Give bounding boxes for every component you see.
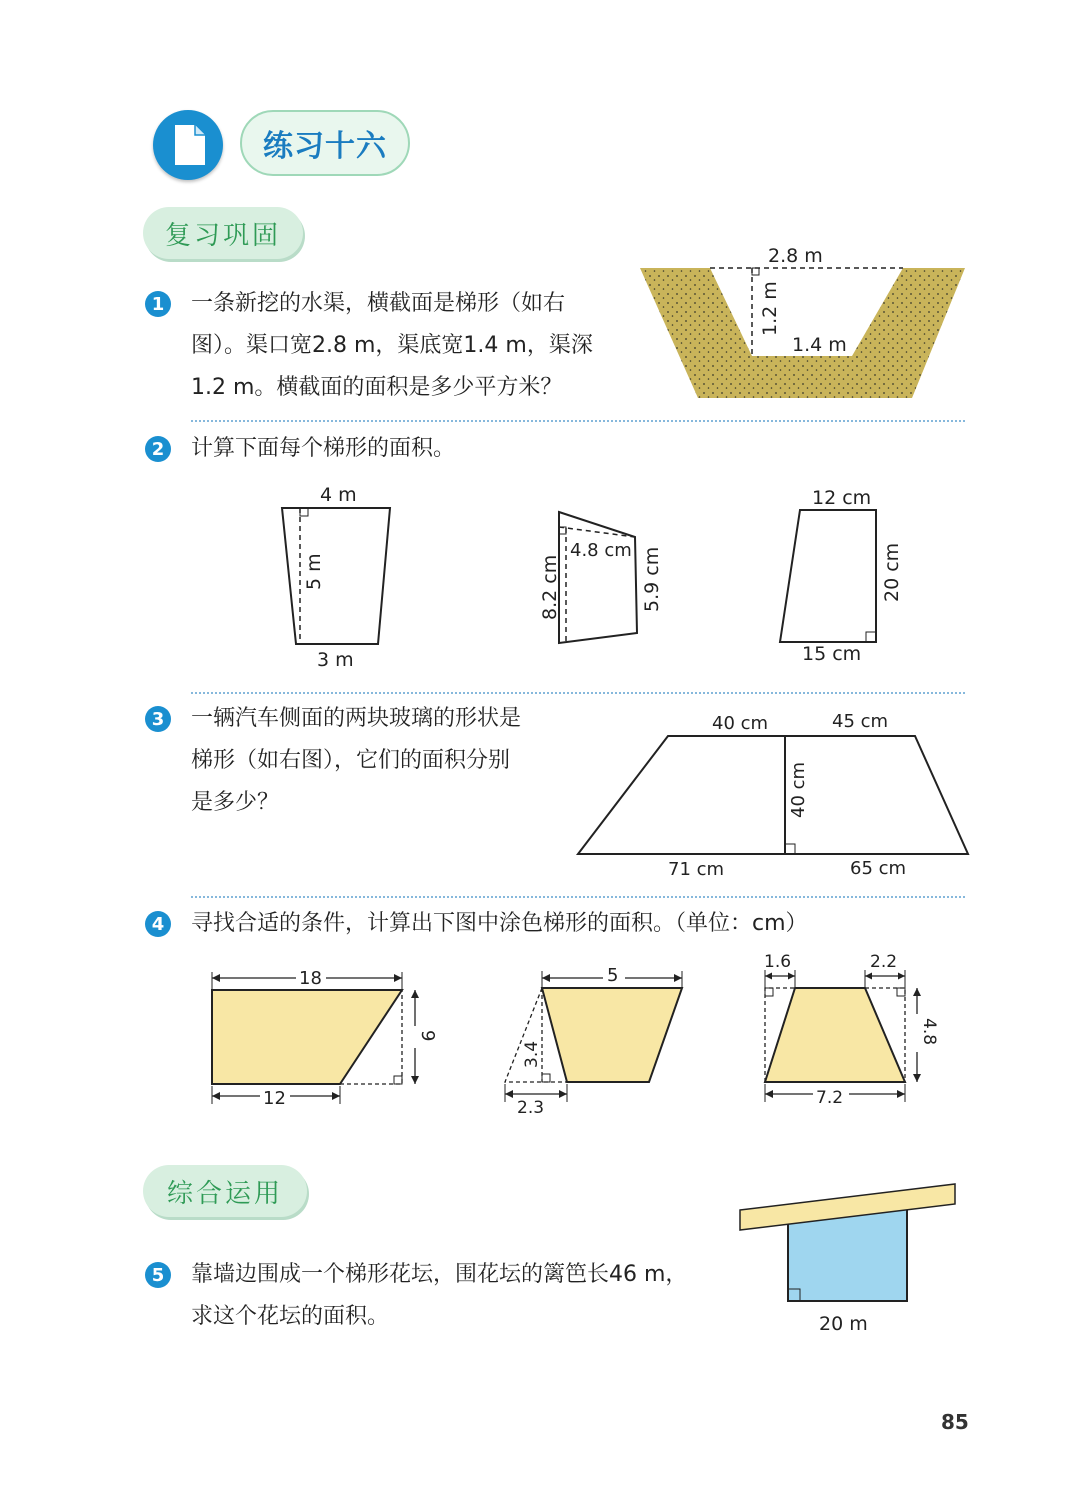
question-line: 靠墙边围成一个梯形花坛，围花坛的篱笆长46 m，	[191, 1262, 688, 1287]
question-line: 图）。渠口宽2.8 m，渠底宽1.4 m，渠深	[191, 333, 593, 358]
divider	[191, 896, 965, 898]
car-glass-figure	[570, 700, 975, 885]
t3-top-label: 12 cm	[812, 487, 872, 509]
s3-height-label: 4.8	[919, 1018, 939, 1046]
divider	[191, 420, 965, 422]
exercise-document-icon	[153, 110, 223, 180]
s3-bottom-label: 7.2	[816, 1088, 844, 1108]
question-line: 一辆汽车侧面的两块玻璃的形状是	[191, 706, 522, 731]
t2-left-label: 8.2 cm	[539, 554, 561, 620]
question-5-text	[191, 1254, 731, 1338]
shaded-trapezoid	[765, 988, 905, 1082]
s1-right-label: 9	[417, 1030, 438, 1042]
question-number: 3	[145, 706, 171, 732]
question-number: 2	[145, 436, 171, 462]
glass-bottom-right-label: 65 cm	[850, 858, 907, 879]
question-line: 求这个花坛的面积。	[191, 1304, 390, 1329]
question-3-text	[191, 698, 571, 824]
s3-left-label: 1.6	[764, 952, 792, 972]
trapezoid-figure-3	[770, 482, 920, 667]
s2-height-label: 3.4	[522, 1040, 542, 1068]
shaded-trapezoid-figure-2	[495, 958, 695, 1118]
glass-height-label: 40 cm	[788, 761, 809, 818]
flower-bed-figure	[735, 1178, 965, 1338]
question-line: 梯形（如右图），它们的面积分别	[191, 748, 511, 773]
shaded-trapezoid-figure-3	[755, 948, 940, 1116]
s1-top-label: 18	[299, 968, 322, 989]
question-line: 1.2 m。横截面的面积是多少平方米？	[191, 375, 563, 400]
section-review-label: 复习巩固	[143, 207, 303, 259]
shaded-trapezoid-figure-1	[200, 958, 438, 1113]
trapezoid-figure-1	[270, 480, 410, 675]
t3-bottom-label: 15 cm	[802, 643, 862, 665]
canal-top-label: 2.8 m	[768, 245, 823, 267]
page-title: 练习十六	[240, 110, 410, 176]
question-1-text	[191, 283, 631, 409]
glass-bottom-left-label: 71 cm	[668, 859, 725, 880]
t3-right-label: 20 cm	[881, 542, 903, 602]
t1-height-label: 5 m	[303, 553, 325, 590]
section-apply-label: 综合运用	[143, 1165, 307, 1217]
s1-bottom-label: 12	[263, 1088, 286, 1109]
s3-right-label: 2.2	[870, 952, 898, 972]
page-number: 85	[941, 1410, 969, 1434]
glass-top-left-label: 40 cm	[712, 713, 769, 734]
garden-base-label: 20 m	[819, 1313, 868, 1335]
canal-cross-section-figure	[630, 238, 970, 408]
s2-bottom-label: 2.3	[517, 1098, 545, 1118]
s2-top-label: 5	[607, 965, 619, 986]
t2-width-label: 4.8 cm	[570, 540, 632, 561]
shaded-trapezoid	[212, 990, 402, 1084]
question-4-text: 寻找合适的条件，计算出下图中涂色梯形的面积。（单位：cm）	[191, 911, 808, 936]
divider	[191, 692, 965, 694]
trapezoid-figure-2	[530, 500, 670, 650]
question-line: 一条新挖的水渠，横截面是梯形（如右	[191, 291, 566, 316]
canal-bottom-label: 1.4 m	[792, 334, 847, 356]
t1-bottom-label: 3 m	[317, 649, 354, 671]
t1-top-label: 4 m	[320, 484, 357, 506]
question-number: 5	[145, 1262, 171, 1288]
shaded-trapezoid	[542, 988, 682, 1082]
t2-right-label: 5.9 cm	[641, 546, 663, 612]
glass-top-right-label: 45 cm	[832, 711, 889, 732]
question-number: 4	[145, 911, 171, 937]
question-line: 是多少？	[191, 790, 280, 815]
canal-depth-label: 1.2 m	[759, 281, 781, 336]
question-number: 1	[145, 291, 171, 317]
question-2-text: 计算下面每个梯形的面积。	[191, 436, 456, 461]
